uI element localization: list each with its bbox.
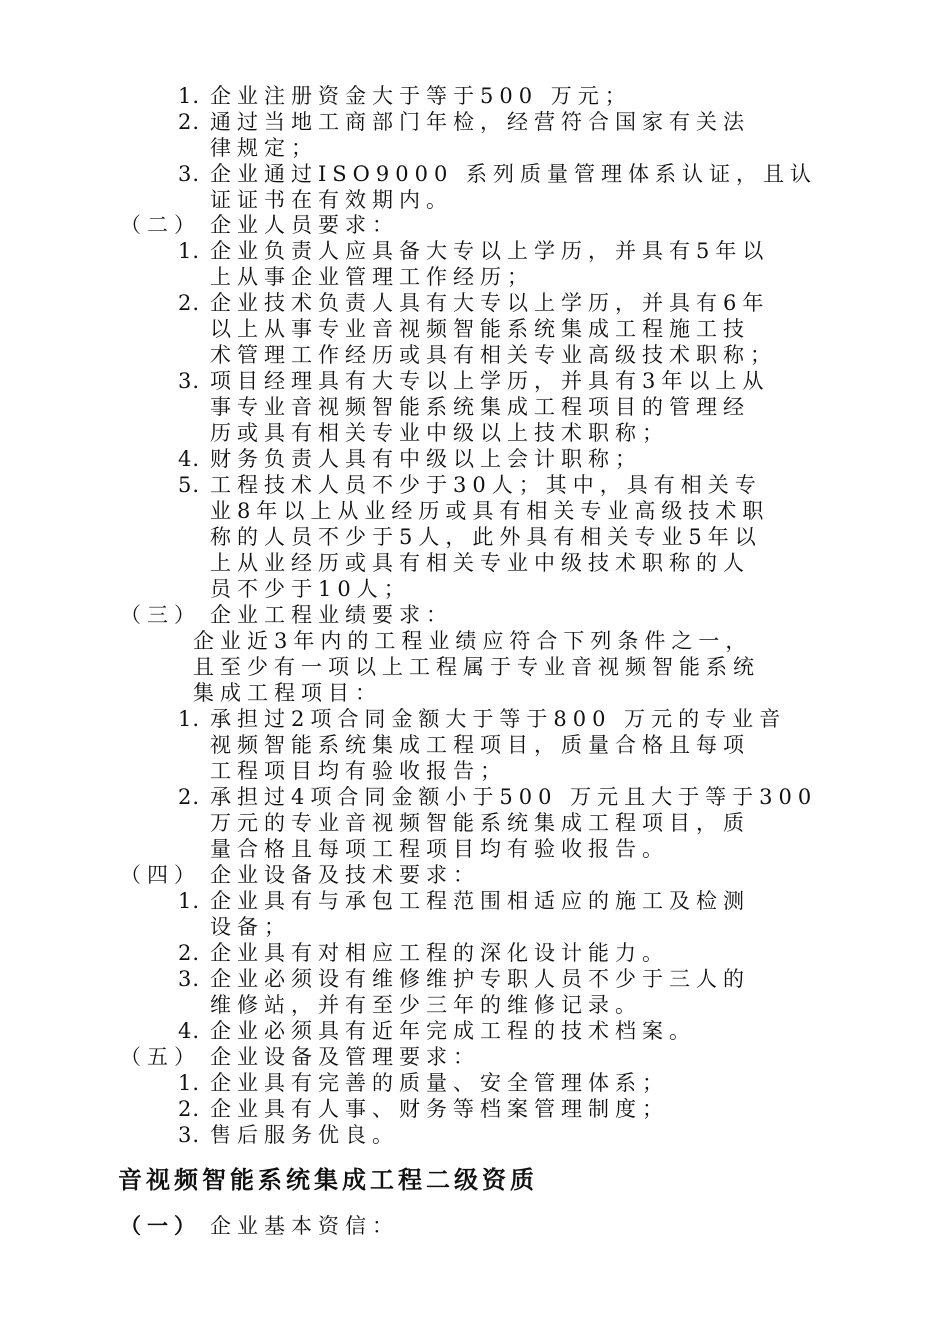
item-text: 承担过4项合同金额小于500 万元且大于等于300: [210, 785, 818, 809]
item-number: 3.: [178, 967, 201, 991]
item-text: 设备；: [210, 915, 291, 939]
item-number: 3.: [178, 1123, 201, 1147]
item-number: 2.: [178, 291, 201, 315]
item-text: 上从事企业管理工作经历；: [210, 265, 534, 289]
item-text: 企业具有对相应工程的深化设计能力。: [210, 941, 669, 965]
item-text: 通过当地工商部门年检，经营符合国家有关法: [210, 110, 750, 134]
section-label: （一）: [120, 1213, 201, 1238]
item-number: 1.: [178, 889, 201, 913]
item-text: 工程项目均有验收报告；: [210, 759, 507, 783]
item-text: 企业技术负责人具有大专以上学历，并具有6年: [210, 291, 770, 315]
item-text: 项目经理具有大专以上学历，并具有3年以上从: [210, 369, 770, 393]
item-text: 企业具有人事、财务等档案管理制度；: [210, 1097, 669, 1121]
item-text: 企业具有完善的质量、安全管理体系；: [210, 1071, 669, 1095]
item-text: 上从业经历或具有相关专业中级技术职称的人: [210, 551, 750, 575]
item-number: 1.: [178, 84, 201, 108]
item-text: 企业通过ISO9000 系列质量管理体系认证，且认: [210, 162, 818, 186]
item-text: 企业必须具有近年完成工程的技术档案。: [210, 1019, 696, 1043]
item-text: 证证书在有效期内。: [210, 188, 453, 212]
section-label: （四）: [120, 863, 201, 887]
item-text: 企业负责人应具备大专以上学历，并具有5年以: [210, 239, 770, 263]
item-text: 量合格且每项工程项目均有验收报告。: [210, 837, 669, 861]
section-intro: 且至少有一项以上工程属于专业音视频智能系统: [193, 655, 760, 679]
qualification-heading: 音视频智能系统集成工程二级资质: [118, 1166, 538, 1194]
item-text: 企业具有与承包工程范围相适应的施工及检测: [210, 889, 750, 913]
item-number: 1.: [178, 1071, 201, 1095]
item-text: 术管理工作经历或具有相关专业高级技术职称；: [210, 343, 777, 367]
section-title: 企业设备及管理要求：: [210, 1045, 480, 1069]
section-title: 企业设备及技术要求：: [210, 863, 480, 887]
item-text: 历或具有相关专业中级以上技术职称；: [210, 421, 669, 445]
item-number: 2.: [178, 1097, 201, 1121]
item-number: 1.: [178, 707, 201, 731]
item-number: 4.: [178, 1019, 201, 1043]
section-intro: 企业近3年内的工程业绩应符合下列条件之一，: [193, 629, 753, 653]
item-text: 万元的专业音视频智能系统集成工程项目，质: [210, 811, 750, 835]
item-text: 承担过2项合同金额大于等于800 万元的专业音: [210, 707, 787, 731]
item-text: 业8年以上从业经历或具有相关专业高级技术职: [210, 499, 770, 523]
item-number: 2.: [178, 785, 201, 809]
item-number: 2.: [178, 110, 201, 134]
section-label: （二）: [120, 213, 201, 237]
section-intro: 集成工程项目：: [193, 681, 382, 705]
item-number: 3.: [178, 162, 201, 186]
section-title: 企业工程业绩要求：: [210, 603, 453, 627]
item-text: 维修站，并有至少三年的维修记录。: [210, 993, 642, 1017]
item-text: 企业必须设有维修维护专职人员不少于三人的: [210, 967, 750, 991]
item-number: 5.: [178, 473, 201, 497]
section-label: （三）: [120, 603, 201, 627]
item-text: 事专业音视频智能系统集成工程项目的管理经: [210, 395, 750, 419]
item-text: 财务负责人具有中级以上会计职称；: [210, 447, 642, 471]
item-text: 员不少于10人；: [210, 577, 411, 601]
item-text: 称的人员不少于5人，此外具有相关专业5年以: [210, 525, 762, 549]
item-number: 1.: [178, 239, 201, 263]
item-number: 2.: [178, 941, 201, 965]
item-number: 4.: [178, 447, 201, 471]
section-label: （五）: [120, 1045, 201, 1069]
item-text: 视频智能系统集成工程项目，质量合格且每项: [210, 733, 750, 757]
item-text: 售后服务优良。: [210, 1123, 399, 1147]
item-number: 3.: [178, 369, 201, 393]
section-title: 企业基本资信：: [210, 1214, 399, 1238]
item-text: 企业注册资金大于等于500 万元；: [210, 84, 632, 108]
item-text: 工程技术人员不少于30人；其中，具有相关专: [210, 473, 762, 497]
section-title: 企业人员要求：: [210, 213, 399, 237]
item-text: 律规定；: [210, 136, 318, 160]
item-text: 以上从事专业音视频智能系统集成工程施工技: [210, 317, 750, 341]
